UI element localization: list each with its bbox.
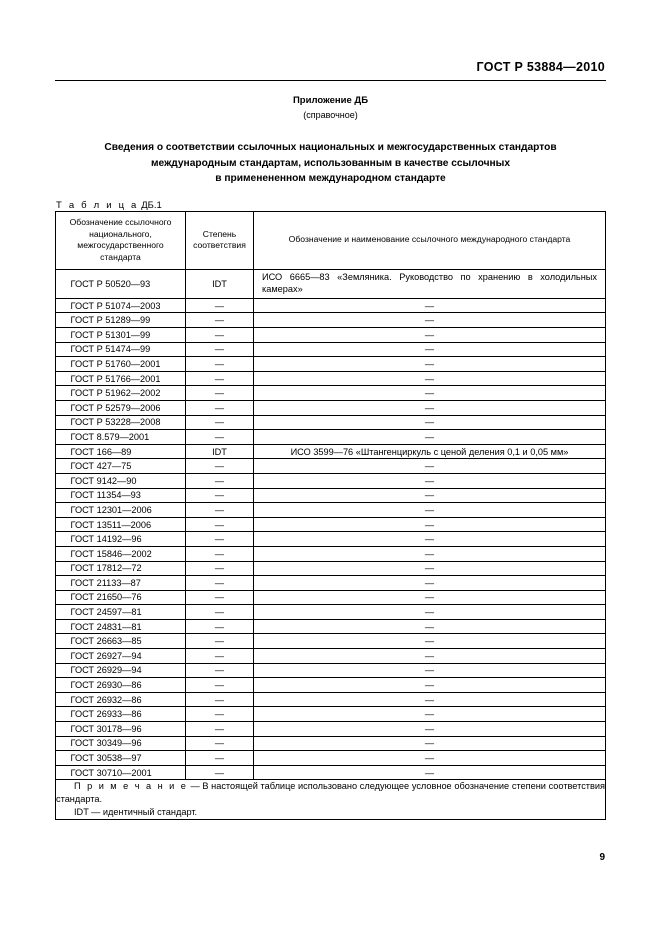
national-standard-designation: ГОСТ 166—89 [70,446,132,457]
cell-national-standard [56,473,186,488]
national-standard-designation: ГОСТ Р 51289—99 [70,315,151,326]
cell-international-standard: ИСО 3599—76 «Штангенциркуль с ценой деления 0,1 и 0,05 мм» [254,444,606,459]
cell-international-standard: — [254,532,606,547]
national-standard-designation: ГОСТ 17812—72 [70,563,142,574]
cell-degree-of-correspondence: — [186,459,254,474]
cell-degree-of-correspondence: — [186,503,254,518]
cell-international-standard: — [254,765,606,780]
cell-national-standard [56,459,186,474]
cell-degree-of-correspondence: — [186,619,254,634]
cell-international-standard: — [254,707,606,722]
cell-national-standard [56,561,186,576]
cell-international-standard: — [254,692,606,707]
cell-degree-of-correspondence: — [186,517,254,532]
cell-degree-of-correspondence: — [186,561,254,576]
cell-national-standard [56,488,186,503]
cell-degree-of-correspondence: — [186,678,254,693]
cell-national-standard [56,532,186,547]
table-caption-number: ДБ.1 [141,200,162,211]
national-standard-designation: ГОСТ Р 51766—2001 [70,373,161,384]
cell-degree-of-correspondence: — [186,692,254,707]
cell-national-standard [56,546,186,561]
cell-international-standard: — [254,503,606,518]
cell-national-standard [56,692,186,707]
cell-national-standard [56,722,186,737]
table-row [56,313,606,328]
table-header [56,212,606,270]
cell-national-standard [56,503,186,518]
table-row [56,576,606,591]
cell-international-standard: — [254,561,606,576]
annex-heading [0,94,661,122]
table-row [56,430,606,445]
national-standard-designation: ГОСТ 30538—97 [70,753,142,764]
cell-international-standard: — [254,722,606,737]
cell-international-standard: — [254,298,606,313]
cell-degree-of-correspondence: — [186,751,254,766]
cell-degree-of-correspondence: — [186,649,254,664]
page-title-line-2: международным стандартам, использованным в качестве ссылочных [151,157,510,169]
column-header-national-standard: Обозначение ссылочного национального, межгосударственного стандарта [56,212,186,270]
page-title [60,140,601,187]
cell-national-standard [56,298,186,313]
table-body [56,270,606,780]
national-standard-designation: ГОСТ 11354—93 [70,490,141,501]
cell-degree-of-correspondence: — [186,546,254,561]
cell-national-standard [56,605,186,620]
national-standard-designation: ГОСТ 24597—81 [70,607,142,618]
cell-international-standard: — [254,473,606,488]
table-row [56,517,606,532]
table-footer [56,780,606,820]
cell-international-standard: — [254,371,606,386]
cell-international-standard: — [254,313,606,328]
cell-national-standard [56,371,186,386]
table-row [56,634,606,649]
cell-international-standard: — [254,328,606,343]
cell-degree-of-correspondence: — [186,357,254,372]
cell-degree-of-correspondence: — [186,342,254,357]
table-row [56,386,606,401]
cell-degree-of-correspondence: — [186,722,254,737]
cell-national-standard [56,649,186,664]
national-standard-designation: ГОСТ 427—75 [70,461,132,472]
table-note-legend: IDT — идентичный стандарт. [74,807,198,818]
cell-international-standard: — [254,649,606,664]
table-row [56,459,606,474]
national-standard-designation: ГОСТ Р 51474—99 [70,344,151,355]
table-row [56,590,606,605]
cell-national-standard [56,313,186,328]
national-standard-designation: ГОСТ 24831—81 [70,621,142,632]
cell-international-standard: — [254,342,606,357]
reference-standards-table [55,211,606,820]
table-note-lead: П р и м е ч а н и е [74,781,188,792]
page-title-line-1: Сведения о соответствии ссылочных национальных и межгосударственных стандартов [104,142,557,153]
cell-degree-of-correspondence: IDT [186,270,254,299]
table-row [56,298,606,313]
cell-degree-of-correspondence: IDT [186,444,254,459]
cell-degree-of-correspondence: — [186,532,254,547]
header-rule [55,80,606,81]
table-note [56,780,606,820]
page-number: 9 [599,852,605,863]
cell-international-standard: — [254,678,606,693]
cell-international-standard: — [254,751,606,766]
table-row [56,270,606,299]
national-standard-designation: ГОСТ 21133—87 [70,577,141,588]
cell-national-standard [56,328,186,343]
table-row [56,371,606,386]
cell-national-standard [56,736,186,751]
cell-international-standard: — [254,517,606,532]
national-standard-designation: ГОСТ Р 52579—2006 [70,402,161,413]
cell-national-standard [56,707,186,722]
table-row [56,503,606,518]
table-row [56,400,606,415]
cell-international-standard: — [254,634,606,649]
cell-national-standard [56,430,186,445]
cell-international-standard: — [254,576,606,591]
national-standard-designation: ГОСТ 21650—76 [70,592,142,603]
table-row [56,722,606,737]
cell-national-standard [56,342,186,357]
annex-label: Приложение ДБ [292,95,369,106]
cell-degree-of-correspondence: — [186,400,254,415]
cell-degree-of-correspondence: — [186,663,254,678]
cell-degree-of-correspondence: — [186,736,254,751]
cell-degree-of-correspondence: — [186,328,254,343]
cell-degree-of-correspondence: — [186,371,254,386]
cell-national-standard [56,634,186,649]
cell-international-standard: ИСО 6665—83 «Земляника. Руководство по хранению в холодильных камерах» [254,270,606,299]
table-row [56,663,606,678]
cell-international-standard: — [254,736,606,751]
table-row [56,678,606,693]
cell-international-standard: — [254,663,606,678]
cell-international-standard: — [254,386,606,401]
cell-international-standard: — [254,400,606,415]
table-note-body: — В настоящей таблице использовано следующее условное обозначение степени соответствия стандарта. [56,781,606,805]
cell-international-standard: — [254,430,606,445]
national-standard-designation: ГОСТ 26927—94 [70,650,142,661]
table-row [56,619,606,634]
cell-national-standard [56,415,186,430]
table-row [56,765,606,780]
cell-national-standard [56,663,186,678]
table-row [56,707,606,722]
table-row [56,357,606,372]
national-standard-designation: ГОСТ Р 51301—99 [70,329,151,340]
cell-degree-of-correspondence: — [186,765,254,780]
cell-national-standard [56,357,186,372]
national-standard-designation: ГОСТ 8.579—2001 [70,431,150,442]
cell-degree-of-correspondence: — [186,473,254,488]
table-note-paragraph [56,780,605,806]
table-row [56,561,606,576]
cell-degree-of-correspondence: — [186,488,254,503]
table-row [56,444,606,459]
page-title-line-3: в применененном международном стандарте [215,173,446,184]
column-header-international-standard: Обозначение и наименование ссылочного международного стандарта [254,212,606,270]
cell-national-standard [56,270,186,299]
national-standard-designation: ГОСТ 13511—2006 [70,519,152,530]
national-standard-designation: ГОСТ 26932—86 [70,694,142,705]
national-standard-designation: ГОСТ 12301—2006 [70,504,152,515]
cell-degree-of-correspondence: — [186,415,254,430]
cell-national-standard [56,751,186,766]
table-row [56,328,606,343]
cell-national-standard [56,678,186,693]
cell-national-standard [56,444,186,459]
table-row [56,736,606,751]
national-standard-designation: ГОСТ 14192—96 [70,534,142,545]
cell-degree-of-correspondence: — [186,590,254,605]
national-standard-designation: ГОСТ 30710—2001 [70,767,152,778]
cell-degree-of-correspondence: — [186,313,254,328]
table-caption-prefix: Т а б л и ц а [56,200,139,211]
table-note-row [56,780,606,820]
cell-national-standard [56,765,186,780]
cell-international-standard: — [254,415,606,430]
cell-degree-of-correspondence: — [186,386,254,401]
national-standard-designation: ГОСТ 9142—90 [70,475,137,486]
cell-degree-of-correspondence: — [186,430,254,445]
national-standard-designation: ГОСТ Р 51962—2002 [70,388,161,399]
national-standard-designation: ГОСТ 26663—85 [70,636,142,647]
cell-degree-of-correspondence: — [186,298,254,313]
cell-national-standard [56,386,186,401]
cell-international-standard: — [254,357,606,372]
table-caption [56,200,162,211]
cell-international-standard: — [254,619,606,634]
column-header-degree-of-correspondence: Степень соответствия [186,212,254,270]
table-row [56,692,606,707]
national-standard-designation: ГОСТ Р 53228—2008 [70,417,161,428]
cell-national-standard [56,576,186,591]
table-row [56,546,606,561]
national-standard-designation: ГОСТ Р 51074—2003 [70,300,161,311]
table-row [56,605,606,620]
table-row [56,473,606,488]
national-standard-designation: ГОСТ Р 51760—2001 [70,358,161,369]
cell-international-standard: — [254,488,606,503]
cell-degree-of-correspondence: — [186,576,254,591]
national-standard-designation: ГОСТ 30349—96 [70,738,142,749]
national-standard-designation: ГОСТ 26930—86 [70,680,142,691]
national-standard-designation: ГОСТ 26933—86 [70,709,142,720]
cell-national-standard [56,400,186,415]
table-row [56,649,606,664]
cell-international-standard: — [254,605,606,620]
table-row [56,415,606,430]
cell-degree-of-correspondence: — [186,605,254,620]
national-standard-designation: ГОСТ 30178—96 [70,723,142,734]
cell-international-standard: — [254,590,606,605]
cell-national-standard [56,590,186,605]
cell-national-standard [56,517,186,532]
national-standard-designation: ГОСТ 26929—94 [70,665,142,676]
cell-international-standard: — [254,459,606,474]
cell-national-standard [56,619,186,634]
running-header-standard-id: ГОСТ Р 53884—2010 [476,60,605,74]
cell-degree-of-correspondence: — [186,634,254,649]
table-header-row [56,212,606,270]
national-standard-designation: ГОСТ 15846—2002 [70,548,152,559]
table-row [56,342,606,357]
table-row [56,751,606,766]
cell-international-standard: — [254,546,606,561]
national-standard-designation: ГОСТ Р 50520—93 [70,278,151,289]
table-row [56,532,606,547]
annex-type: (справочное) [303,110,358,120]
table-row [56,488,606,503]
cell-degree-of-correspondence: — [186,707,254,722]
